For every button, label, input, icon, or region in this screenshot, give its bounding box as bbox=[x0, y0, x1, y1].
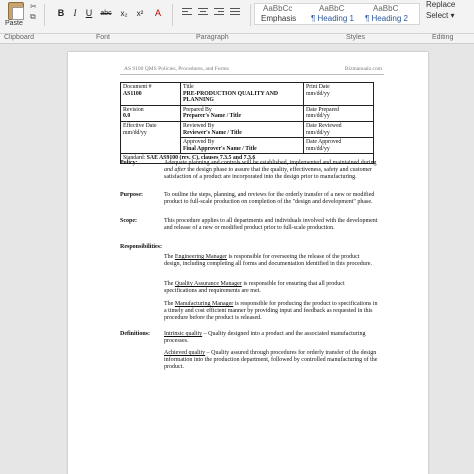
responsibility-prefix: The bbox=[164, 281, 175, 287]
cell-label: Date Approved bbox=[306, 139, 342, 146]
style-preview: AaBbCc bbox=[263, 4, 293, 13]
responsibility-prefix: The bbox=[164, 301, 175, 307]
document-page[interactable] bbox=[68, 52, 428, 474]
definition-term: Achieved quality bbox=[164, 350, 206, 356]
superscript-button[interactable]: x² bbox=[136, 9, 144, 18]
definition-item bbox=[164, 350, 378, 372]
style-emphasis[interactable]: Emphasis bbox=[261, 14, 297, 23]
styles-gallery[interactable] bbox=[254, 3, 420, 25]
table-cell bbox=[181, 83, 304, 106]
ribbon-separator bbox=[172, 4, 173, 26]
purpose-text: To outline the steps, planning, and reviews for the orderly transfer of a new or modified product to full-scale production on completion of the "design and development" phase. bbox=[164, 192, 375, 206]
responsibility-text: is responsible for overseeing the release of the product design, including completing all forms and documentation identified in this procedure. bbox=[164, 254, 372, 268]
responsibility-item bbox=[164, 281, 378, 295]
responsibility-item bbox=[164, 301, 378, 323]
document-title: PRE-PRODUCTION QUALITY AND PLANNING bbox=[183, 90, 279, 104]
approver-name: Final Approver's Name / Title bbox=[183, 145, 257, 152]
table-cell bbox=[181, 138, 304, 154]
paste-label: Paste bbox=[5, 20, 23, 27]
group-clipboard: Clipboard bbox=[4, 34, 34, 41]
font-color-icon[interactable]: A bbox=[154, 8, 161, 18]
scope-text: This procedure applies to all departments and individuals involved with the development and release of a new or modified product prior to full-scale production. bbox=[164, 218, 378, 232]
scope-label: Scope: bbox=[120, 218, 137, 224]
purpose-label: Purpose: bbox=[120, 192, 143, 198]
table-row bbox=[121, 121, 374, 137]
policy-text bbox=[164, 160, 378, 182]
header-left: AS 9100 QMS Policies, Procedures, and Forms bbox=[124, 66, 229, 72]
strikethrough-button[interactable]: abc bbox=[100, 10, 112, 17]
standard-label: Standard: bbox=[123, 155, 146, 162]
scissors-icon[interactable]: ✂ bbox=[30, 2, 37, 11]
align-center-icon[interactable] bbox=[198, 8, 208, 17]
header-rule bbox=[120, 74, 384, 75]
justify-icon[interactable] bbox=[230, 8, 240, 17]
cell-label: Effective Date bbox=[123, 122, 157, 129]
group-styles: Styles bbox=[346, 34, 366, 41]
ribbon-group-labels bbox=[0, 34, 474, 44]
align-left-icon[interactable] bbox=[182, 8, 192, 17]
table-cell bbox=[121, 121, 181, 153]
reviewer-name: Reviewer's Name / Title bbox=[183, 129, 242, 136]
cell-value: mm/dd/yy bbox=[306, 145, 330, 152]
bold-button[interactable]: B bbox=[57, 8, 65, 18]
style-heading-2[interactable]: ¶ Heading 2 bbox=[365, 14, 408, 23]
policy-emphasis: and after bbox=[164, 167, 186, 174]
group-paragraph: Paragraph bbox=[196, 34, 229, 41]
cell-label: Title bbox=[183, 84, 194, 90]
cell-label: Reviewed By bbox=[183, 122, 215, 129]
table-row bbox=[121, 83, 374, 106]
style-preview: AaBbC bbox=[319, 4, 345, 13]
effective-date: mm/dd/yy bbox=[123, 129, 147, 136]
document-number: AS1100 bbox=[123, 90, 142, 97]
italic-button[interactable]: I bbox=[73, 8, 77, 18]
cell-value: mm/dd/yy bbox=[306, 90, 330, 97]
cell-value: mm/dd/yy bbox=[306, 113, 330, 120]
ribbon-separator bbox=[250, 4, 251, 26]
responsibility-text: is responsible for producing the product to specifications in a timely and cost efficient manner by providing input and feedback as requested in this procedure before the product is released. bbox=[164, 301, 378, 322]
cell-label: Print Date bbox=[306, 84, 330, 90]
replace-button[interactable]: Replace bbox=[426, 0, 456, 9]
table-row bbox=[121, 105, 374, 121]
align-right-icon[interactable] bbox=[214, 8, 224, 17]
cell-label: Approved By bbox=[183, 139, 215, 146]
revision-value: 0.0 bbox=[123, 113, 131, 120]
cell-label: Date Reviewed bbox=[306, 122, 342, 129]
policy-label: Policy: bbox=[120, 160, 138, 166]
definition-item bbox=[164, 331, 378, 345]
cell-label: Date Prepared bbox=[306, 106, 339, 113]
style-preview: AaBbC bbox=[373, 4, 399, 13]
definition-text: – Quality designed into a product and the associated manufacturing processes. bbox=[164, 331, 366, 345]
policy-text-part: the design phase to assure that the quality, effectiveness, safety and customer satisfaction of a product are incorporated into the design prior to manufacturing. bbox=[164, 167, 372, 181]
table-cell bbox=[121, 105, 181, 121]
definition-text: – Quality assured through procedures for orderly transfer of the design information into the production department, followed by controlled manufacturing of the product. bbox=[164, 350, 378, 371]
group-editing: Editing bbox=[432, 34, 454, 41]
responsibility-text: is responsible for ensuring that all product specifications and requirements are met. bbox=[164, 281, 345, 295]
document-control-table bbox=[120, 82, 377, 166]
responsibility-item bbox=[164, 254, 378, 268]
paste-sheet-icon bbox=[12, 7, 24, 20]
header-right: Bizmanualz.com bbox=[344, 66, 382, 72]
ribbon-separator bbox=[44, 4, 45, 26]
table-cell bbox=[121, 83, 181, 106]
subscript-button[interactable]: x₂ bbox=[120, 9, 128, 18]
preparer-name: Preparer's Name / Title bbox=[183, 113, 242, 120]
cell-value: mm/dd/yy bbox=[306, 129, 330, 136]
cell-label: Prepared By bbox=[183, 106, 212, 113]
responsibilities-label: Responsibilities: bbox=[120, 244, 163, 250]
copy-icon[interactable]: ⧉ bbox=[30, 12, 36, 21]
responsibility-role: Manufacturing Manager bbox=[174, 301, 234, 307]
policy-text-part: Adequate planning and controls will be established, implemented and maintained during bbox=[164, 160, 377, 166]
responsibility-role: Quality Assurance Manager bbox=[174, 281, 242, 287]
table-cell bbox=[304, 138, 374, 154]
definitions-label: Definitions: bbox=[120, 331, 150, 337]
select-button[interactable]: Select ▾ bbox=[426, 11, 455, 20]
cell-label: Document # bbox=[123, 84, 152, 90]
table-cell bbox=[181, 105, 304, 121]
style-heading-1[interactable]: ¶ Heading 1 bbox=[311, 14, 354, 23]
cell-label: Revision bbox=[123, 106, 144, 113]
table-cell bbox=[181, 121, 304, 137]
definition-term: Intrinsic quality bbox=[164, 331, 203, 337]
underline-button[interactable]: U bbox=[85, 8, 93, 18]
group-font: Font bbox=[96, 34, 111, 41]
ribbon bbox=[0, 0, 474, 34]
standard-value: SAE AS9100 (rev. C), clauses 7.3.5 and 7.3.6 bbox=[146, 155, 256, 162]
responsibility-role: Engineering Manager bbox=[174, 254, 227, 260]
table-cell bbox=[304, 121, 374, 137]
responsibility-prefix: The bbox=[164, 254, 175, 260]
table-cell bbox=[304, 83, 374, 106]
table-cell bbox=[304, 105, 374, 121]
